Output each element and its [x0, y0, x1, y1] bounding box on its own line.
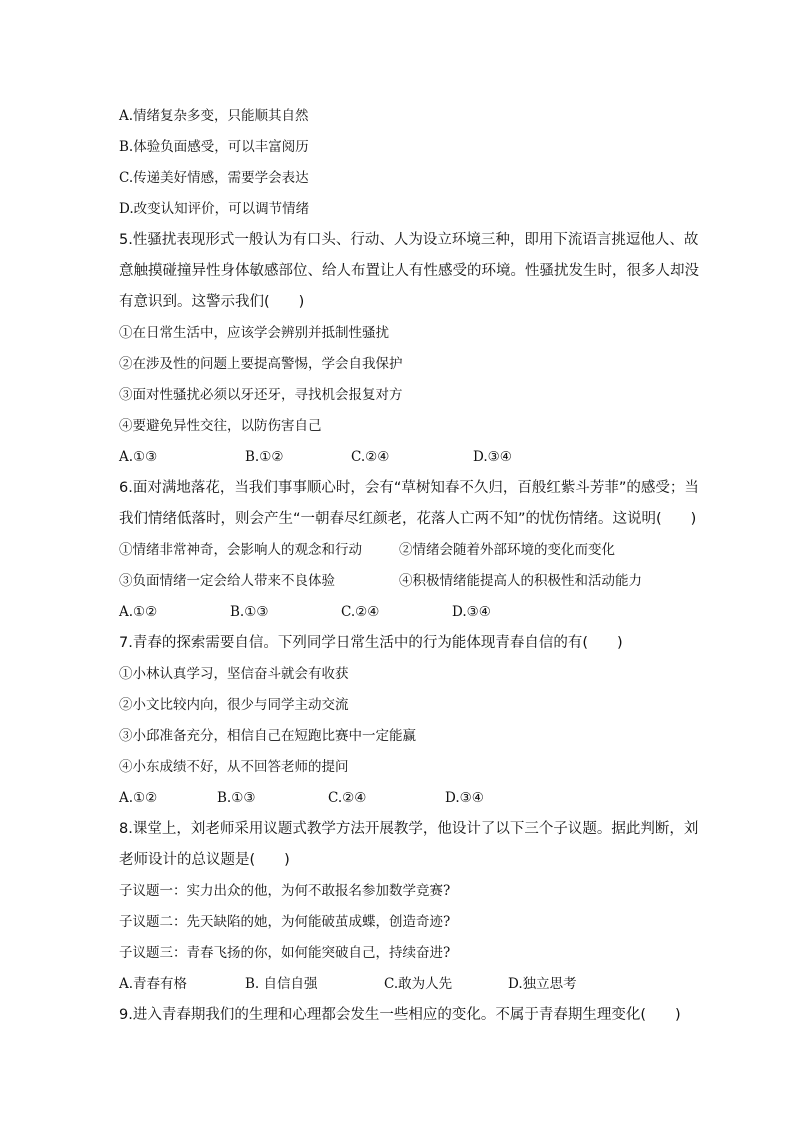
q8-stem-line: 老师设计的总议题是( ): [119, 852, 290, 868]
q5-stem-line: 有意识到。这警示我们( ): [119, 294, 305, 310]
q6-choices: [119, 597, 679, 628]
q8-choice-a: A.青春有格: [119, 976, 188, 992]
q7-choice-c: C.②④: [328, 790, 367, 806]
q8-choice-d: D.独立思考: [508, 976, 577, 992]
q8-choice-b: B. 自信自强: [245, 976, 318, 992]
q5-item: ①在日常生活中，应该学会辨别并抵制性骚扰: [119, 325, 389, 341]
q5-choice-b: B.①②: [245, 449, 284, 465]
q5-choice-a: A.①③: [119, 449, 158, 465]
q7-choice-d: D.③④: [445, 790, 484, 806]
q4-option-c: C.传递美好情感，需要学会表达: [119, 170, 309, 186]
q5-item: ④要避免异性交往，以防伤害自己: [119, 418, 322, 434]
q7-choice-b: B.①③: [217, 790, 256, 806]
q6-item: ②情绪会随着外部环境的变化而变化: [399, 542, 615, 558]
exam-page: [119, 101, 699, 1031]
q5-choice-c: C.②④: [351, 449, 390, 465]
q8-choice-c: C.敢为人先: [384, 976, 453, 992]
q4-option-b: B.体验负面感受，可以丰富阅历: [119, 139, 309, 155]
q4-option-a: A.情绪复杂多变，只能顺其自然: [119, 108, 309, 124]
q8-item: 子议题一：实力出众的他，为何不敢报名参加数学竞赛?: [119, 883, 451, 899]
q6-item: ④积极情绪能提高人的积极性和活动能力: [399, 573, 642, 589]
q5-stem-line: 意触摸碰撞异性身体敏感部位、给人布置让人有性感受的环境。性骚扰发生时，很多人却没: [119, 263, 699, 279]
q7-item: ④小东成绩不好，从不回答老师的提问: [119, 759, 349, 775]
q5-choice-d: D.③④: [473, 449, 512, 465]
q6-choice-a: A.①②: [119, 604, 158, 620]
q7-item: ③小邱准备充分，相信自己在短跑比赛中一定能赢: [119, 728, 416, 744]
q7-choice-a: A.①②: [119, 790, 158, 806]
q5-item: ③面对性骚扰必须以牙还牙，寻找机会报复对方: [119, 387, 403, 403]
q6-items-row: [119, 566, 679, 597]
q5-stem-line: 5.性骚扰表现形式一般认为有口头、行动、人为设立环境三种，即用下流语言挑逗他人、故: [119, 232, 699, 248]
q5-choices: [119, 442, 679, 473]
q8-choices: [119, 969, 679, 1000]
q6-items-row: [119, 535, 679, 566]
q4-option-d: D.改变认知评价，可以调节情绪: [119, 201, 310, 217]
q6-stem-line: 我们情绪低落时，则会产生“一朝春尽红颜老，花落人亡两不知”的忧伤情绪。这说明( ): [119, 511, 697, 527]
q6-choice-d: D.③④: [452, 604, 491, 620]
q9-stem-line: 9.进入青春期我们的生理和心理都会发生一些相应的变化。不属于青春期生理变化( ): [119, 1007, 681, 1023]
q6-choice-b: B.①③: [230, 604, 269, 620]
q6-choice-c: C.②④: [341, 604, 380, 620]
q6-stem-line: 6.面对满地落花，当我们事事顺心时，会有“草树知春不久归，百般红紫斗芳菲”的感受；当: [119, 480, 699, 496]
q7-item: ②小文比较内向，很少与同学主动交流: [119, 697, 349, 713]
q6-item: ③负面情绪一定会给人带来不良体验: [119, 573, 335, 589]
q5-item: ②在涉及性的问题上要提高警惕，学会自我保护: [119, 356, 403, 372]
q7-stem-line: 7.青春的探索需要自信。下列同学日常生活中的行为能体现青春自信的有( ): [119, 635, 623, 651]
q8-stem-line: 8.课堂上，刘老师采用议题式教学方法开展教学，他设计了以下三个子议题。据此判断，刘: [119, 821, 699, 837]
q7-choices: [119, 783, 679, 814]
q8-item: 子议题三：青春飞扬的你，如何能突破自己，持续奋进?: [119, 945, 451, 961]
q7-item: ①小林认真学习，坚信奋斗就会有收获: [119, 666, 349, 682]
q8-item: 子议题二：先天缺陷的她，为何能破茧成蝶，创造奇迹?: [119, 914, 451, 930]
q6-item: ①情绪非常神奇，会影响人的观念和行动: [119, 542, 362, 558]
